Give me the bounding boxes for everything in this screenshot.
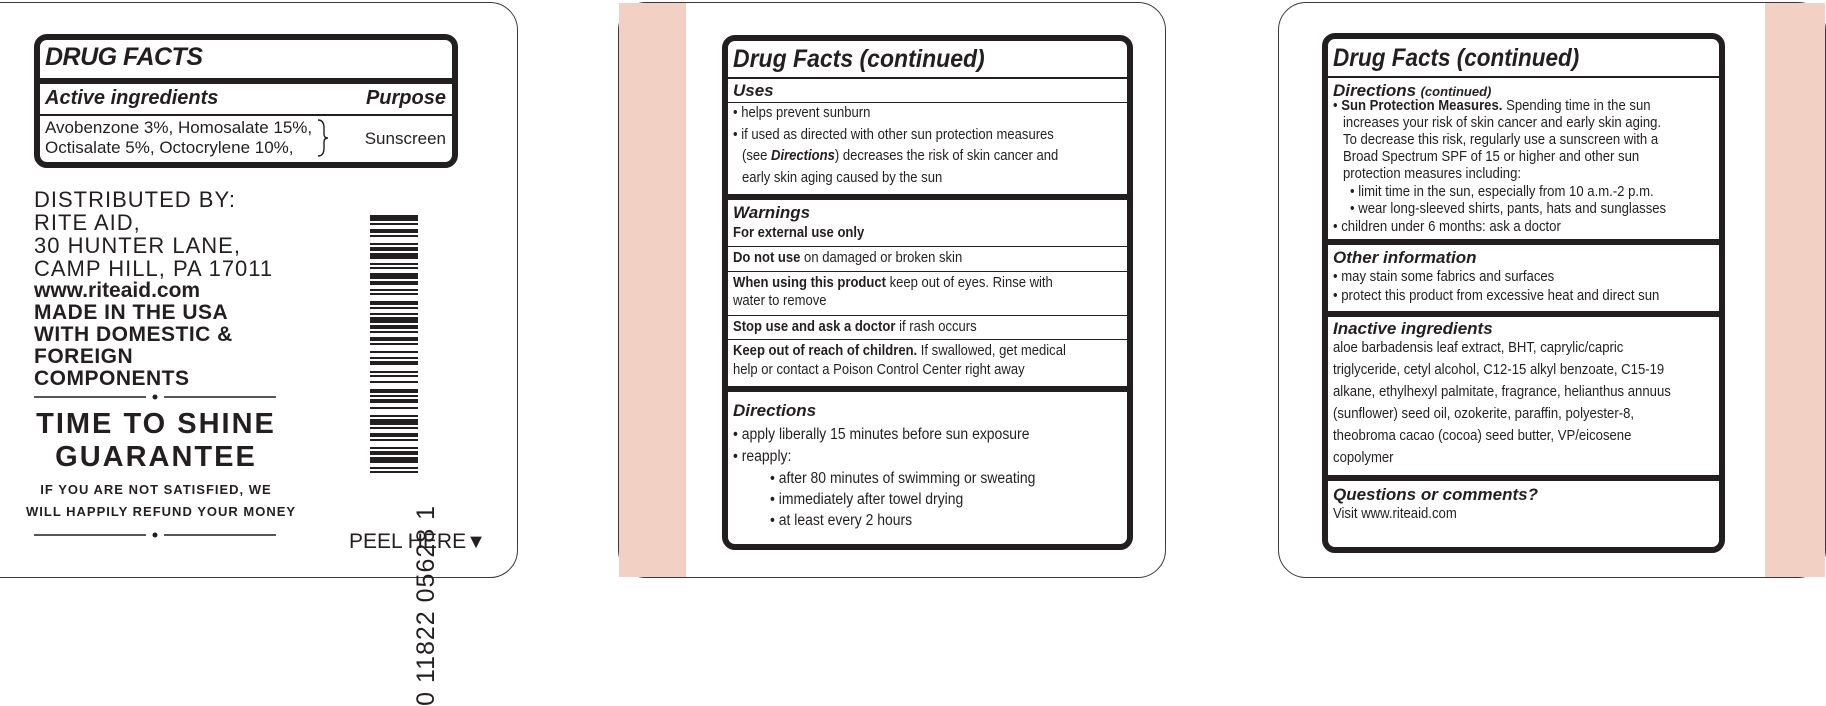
inactive-line	[1333, 449, 1402, 466]
children-text: • children under 6 months: ask a doctor	[1333, 218, 1561, 235]
directions-item-text: • immediately after towel drying	[770, 491, 964, 508]
uses-rule	[728, 102, 1127, 103]
barcode-bar	[370, 361, 418, 365]
peach-edge	[1765, 3, 1825, 577]
section-rule	[1328, 239, 1719, 245]
guarantee-line: GUARANTEE	[55, 441, 257, 473]
barcode-bar	[370, 253, 418, 259]
brace-icon	[316, 118, 330, 158]
warnings-rule	[728, 339, 1127, 340]
questions-link-text: Visit www.riteaid.com	[1333, 505, 1457, 522]
divider-ornament	[34, 394, 276, 400]
other-item-text: • protect this product from excessive heat and direct sun	[1333, 287, 1660, 304]
warnings-heading: Warnings	[733, 203, 811, 222]
children-item	[1333, 218, 1593, 235]
keep-out-bold: Keep out of reach of children.	[733, 343, 918, 359]
uses-item-text: ) decreases the risk of skin cancer and	[834, 148, 1059, 164]
barcode-bar	[370, 451, 418, 455]
section-title	[733, 45, 1007, 74]
down-arrow-icon: ▼	[466, 531, 486, 553]
distributor-line: RITE AID,	[34, 210, 141, 235]
directions-item-text: • after 80 minutes of swimming or sweating	[770, 470, 1036, 487]
barcode-bar	[370, 223, 418, 225]
uses-item-emphasis: Directions	[771, 148, 835, 164]
drug-facts-box	[34, 34, 458, 168]
drug-facts-title: DRUG FACTS	[45, 43, 203, 71]
barcode-bar	[370, 351, 418, 353]
keep-out-text: If swallowed, get medical	[917, 343, 1066, 359]
purpose-value: Sunscreen	[364, 129, 446, 148]
label-panel-1	[0, 2, 518, 706]
other-item	[1333, 287, 1706, 304]
uses-item	[742, 148, 1093, 164]
do-not-use-text: on damaged or broken skin	[800, 250, 963, 266]
uses-item	[742, 170, 964, 186]
barcode-bar	[370, 293, 418, 295]
barcode-bar	[370, 381, 418, 383]
barcode-bar	[370, 337, 418, 341]
barcode-bar	[370, 313, 418, 315]
barcode-bar	[370, 375, 418, 377]
sun-text: protection measures including:	[1343, 165, 1522, 182]
directions-item	[770, 512, 928, 530]
sun-text: To decrease this risk, regularly use a sunscreen with a	[1343, 131, 1659, 148]
uses-item-text: • helps prevent sunburn	[733, 105, 871, 121]
barcode-bar	[370, 419, 418, 425]
sun-item	[1350, 200, 1711, 217]
made-in-line: FOREIGN	[34, 345, 134, 368]
inactive-text: triglyceride, cetyl alcohol, C12-15 alkyl benzoate, C15-19	[1333, 361, 1665, 378]
barcode-bar	[370, 235, 418, 237]
directions-continued-text: (continued)	[1420, 84, 1492, 99]
uses-item-text: • if used as directed with other sun protection measures	[733, 127, 1054, 143]
sun-protection-para: • Sun Protection Measures. Spending time in the sun	[1333, 97, 1651, 114]
inactive-line	[1333, 427, 1674, 444]
barcode-bar	[370, 343, 418, 345]
directions-item	[733, 426, 1062, 444]
stop-use-line	[733, 319, 1004, 335]
directions-item	[733, 448, 798, 466]
keep-out-line	[733, 343, 1103, 359]
purpose-heading: Purpose	[365, 87, 446, 109]
directions-item-text: • apply liberally 15 minutes before sun exposure	[733, 426, 1030, 443]
section-rule	[1328, 475, 1719, 481]
other-item-text: • may stain some fabrics and surfaces	[1333, 268, 1555, 285]
warnings-rule	[728, 246, 1127, 247]
section-rule	[1328, 311, 1719, 317]
title-text: Drug Facts (continued)	[1333, 44, 1580, 72]
other-item	[1333, 268, 1586, 285]
barcode-bar	[370, 289, 418, 291]
barcode-bar	[370, 229, 418, 233]
peach-edge	[619, 3, 686, 577]
barcode-bar	[370, 273, 418, 279]
distributor-line: DISTRIBUTED BY:	[34, 187, 237, 212]
directions-item	[770, 491, 985, 509]
when-using-bold: When using this product	[733, 275, 886, 291]
active-line-2: Octisalate 5%, Octocrylene 10%,	[45, 138, 294, 157]
label-panel-2	[618, 2, 1166, 578]
refund-line: WILL HAPPILY REFUND YOUR MONEY	[26, 504, 297, 519]
barcode-bar	[370, 407, 418, 409]
inactive-line	[1333, 405, 1677, 422]
barcode-bar	[370, 457, 418, 463]
sun-item-text: • wear long-sleeved shirts, pants, hats and sunglasses	[1350, 200, 1667, 217]
barcode-bar	[370, 317, 418, 323]
do-not-use-line	[733, 250, 988, 266]
inactive-line	[1333, 361, 1712, 378]
inactive-heading: Inactive ingredients	[1333, 319, 1493, 338]
section-rule	[728, 194, 1127, 200]
uses-item	[733, 127, 1089, 143]
barcode-bar	[370, 357, 418, 359]
sun-text-line	[1343, 114, 1707, 131]
barcode-bar	[370, 415, 418, 417]
active-line-1: Avobenzone 3%, Homosalate 15%,	[45, 118, 313, 137]
barcode-bar	[370, 471, 418, 473]
refund-line: IF YOU ARE NOT SATISFIED, WE	[40, 482, 272, 497]
questions-heading: Questions or comments?	[1333, 485, 1538, 504]
barcode	[370, 215, 418, 473]
when-using-line	[733, 293, 837, 309]
inactive-text: copolymer	[1333, 449, 1394, 466]
distributor-line: CAMP HILL, PA 17011	[34, 256, 274, 281]
sun-text-line	[1343, 131, 1703, 148]
sun-text: Broad Spectrum SPF of 15 or higher and other sun	[1343, 148, 1640, 165]
stop-use-bold: Stop use and ask a doctor	[733, 319, 896, 335]
title-rule	[1328, 76, 1719, 78]
barcode-bar	[370, 301, 418, 305]
barcode-bar	[370, 433, 418, 437]
divider-ornament	[34, 532, 276, 538]
when-using-text: keep out of eyes. Rinse with	[885, 275, 1053, 291]
barcode-bar	[370, 325, 418, 329]
barcode-bar	[370, 389, 418, 393]
do-not-use-bold: Do not use	[733, 250, 801, 266]
sun-protection-bold: Sun Protection Measures.	[1341, 97, 1503, 114]
title-rule	[728, 77, 1127, 79]
external-use-value: For external use only	[733, 225, 865, 241]
other-info-heading: Other information	[1333, 248, 1477, 267]
barcode-bar	[370, 247, 418, 251]
inactive-line	[1333, 339, 1665, 356]
active-ingredients-heading: Active ingredients	[45, 87, 219, 109]
inactive-text: (sunflower) seed oil, ozokerite, paraffin, polyester-8,	[1333, 405, 1635, 422]
uses-heading: Uses	[733, 81, 774, 100]
drug-facts-continued-box	[722, 35, 1133, 550]
keep-out-line	[733, 362, 1057, 378]
sun-text: increases your risk of skin cancer and early skin aging.	[1343, 114, 1662, 131]
barcode-bar	[370, 281, 418, 285]
made-in-line: COMPONENTS	[34, 367, 190, 390]
sun-text-line	[1343, 148, 1682, 165]
questions-text	[1333, 505, 1474, 522]
barcode-bar	[370, 395, 418, 397]
directions-item-text: • reapply:	[733, 448, 792, 465]
barcode-bar	[370, 467, 418, 469]
guarantee-line: TIME TO SHINE	[36, 408, 276, 440]
inactive-text: theobroma cacao (cocoa) seed butter, VP/eicosene	[1333, 427, 1632, 444]
barcode-bar	[370, 243, 418, 245]
uses-item	[733, 105, 886, 121]
inactive-text: aloe barbadensis leaf extract, BHT, caprylic/capric	[1333, 339, 1624, 356]
barcode-bar	[370, 215, 418, 221]
distributor-line: 30 HUNTER LANE,	[34, 233, 241, 258]
section-rule	[728, 386, 1127, 392]
section-title	[1333, 44, 1607, 73]
barcode-bar	[370, 447, 418, 449]
made-in-line: MADE IN THE USA	[34, 301, 229, 324]
directions-heading: Directions	[733, 401, 817, 420]
warnings-rule	[728, 315, 1127, 316]
heading-rule	[40, 114, 452, 116]
drug-facts-continued-box	[1322, 33, 1725, 553]
stop-use-text: if rash occurs	[895, 319, 977, 335]
sun-text-line	[1343, 165, 1546, 182]
title-rule	[40, 78, 452, 84]
when-using-line	[733, 275, 1088, 291]
barcode-bar	[370, 399, 418, 403]
barcode-bar	[370, 439, 418, 441]
directions-item-text: • at least every 2 hours	[770, 512, 913, 529]
when-using-text: water to remove	[733, 293, 827, 309]
barcode-bar	[370, 307, 418, 309]
directions-item	[770, 470, 1065, 488]
website-text: www.riteaid.com	[34, 279, 201, 302]
barcode-bar	[370, 371, 418, 373]
made-in-line: WITH DOMESTIC &	[34, 323, 233, 346]
warnings-rule	[728, 271, 1127, 272]
barcode-bar	[370, 427, 418, 429]
title-text: Drug Facts (continued)	[733, 45, 985, 73]
barcode-digits: 0 11822 05628 1	[412, 505, 440, 706]
inactive-text: alkane, ethylhexyl palmitate, fragrance, helianthus annuus	[1333, 383, 1671, 400]
sun-item	[1350, 183, 1697, 200]
sun-item-text: • limit time in the sun, especially from 10 a.m.-2 p.m.	[1350, 183, 1654, 200]
directions-heading-text: Directions	[1333, 81, 1417, 100]
barcode-bar	[370, 263, 418, 265]
sun-text: Spending time in the sun	[1502, 97, 1651, 114]
barcode-bar	[370, 331, 418, 333]
external-use-text	[733, 225, 879, 241]
peel-here-text: PEEL HERE	[349, 530, 467, 553]
uses-item-text: early skin aging caused by the sun	[742, 170, 943, 186]
inactive-line	[1333, 383, 1719, 400]
keep-out-text: help or contact a Poison Control Center right away	[733, 362, 1025, 378]
barcode-bar	[370, 267, 418, 269]
uses-item-text: (see	[742, 148, 772, 164]
peel-here-label	[349, 530, 486, 554]
label-panel-3	[1278, 2, 1826, 578]
